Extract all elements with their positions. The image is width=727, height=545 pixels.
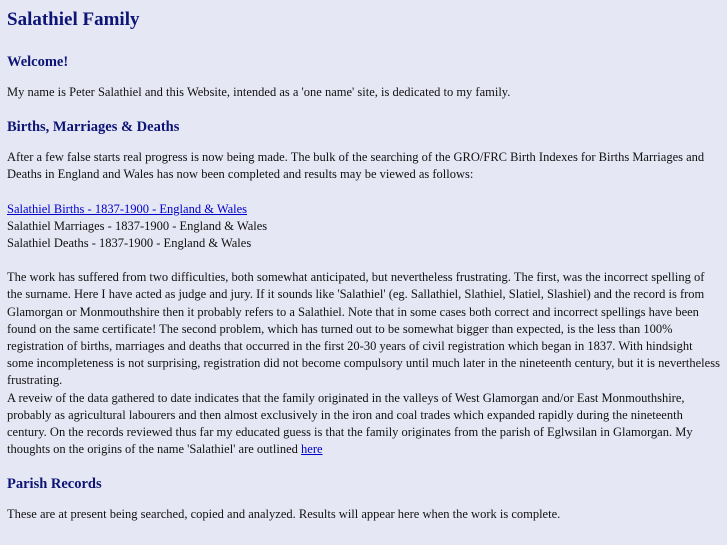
bmd-heading: Births, Marriages & Deaths [7, 119, 180, 136]
site-title: Salathiel Family [7, 9, 140, 30]
welcome-text: My name is Peter Salathiel and this Website, intended as a 'one name' site, is dedicated to my family. [7, 85, 511, 99]
parish-text: These are at present being searched, copied and analyzed. Results will appear here when the work is complete. [7, 507, 561, 522]
review-text: A reveiw of the data gathered to date indicates that the family originated in the valleys of West Glamorgan and/or East Monmouthshire, probably as agricultural labourers and then almost exclusively in the iron and coal trades which expanded rapidly during the nineteenth century. On the records reviewed thus far my educated guess is that the family originates from the parish of Eglwsilan in Glamorgan. My thoughts on the origins of the name 'Salathiel' are outlined [7, 390, 693, 457]
list-item-marriages: Salathiel Marriages - 1837-1900 - England & Wales [7, 218, 268, 233]
parish-heading: Parish Records [7, 476, 102, 493]
bmd-intro: After a few false starts real progress is now being made. The bulk of the searching of the GRO/FRC Birth Indexes for Births Marriages and Deaths in England and Wales has now been completed and results may be viewed as follows: [7, 150, 705, 182]
difficulties-text: The work has suffered from two difficulties, both somewhat anticipated, but nevertheless frustrating. The first, was the incorrect spelling of the surname. Here I have acted as judge and jury. If it sounds like 'Salathiel' (eg. Sallathiel, Slathiel, Slatiel, Slashiel) and the record is from Glamorgan or Monmouthshire then it probably refers to a Salathiel. Note that in some cases both correct and incorrect spellings have been found on the same certificate! The second problem, which has turned out to be somewhat bigger than expected, is the less than 100% registration of births, marriages and deaths that occurred in the first 20-30 years of civil registration which began in 1837. With hindsight some incompleteness is not surprising, registration did not become compulsory until much later in the nineteenth century, but it is nevertheless frustrating. [7, 270, 720, 388]
review-paragraph [7, 390, 720, 459]
list-item-deaths: Salathiel Deaths - 1837-1900 - England & Wales [7, 236, 252, 251]
here-link[interactable]: here [301, 442, 323, 457]
records-list [7, 201, 720, 253]
welcome-heading: Welcome! [7, 54, 69, 70]
list-item [7, 201, 720, 218]
births-link[interactable]: Salathiel Births - 1837-1900 - England & Wales [7, 201, 248, 216]
